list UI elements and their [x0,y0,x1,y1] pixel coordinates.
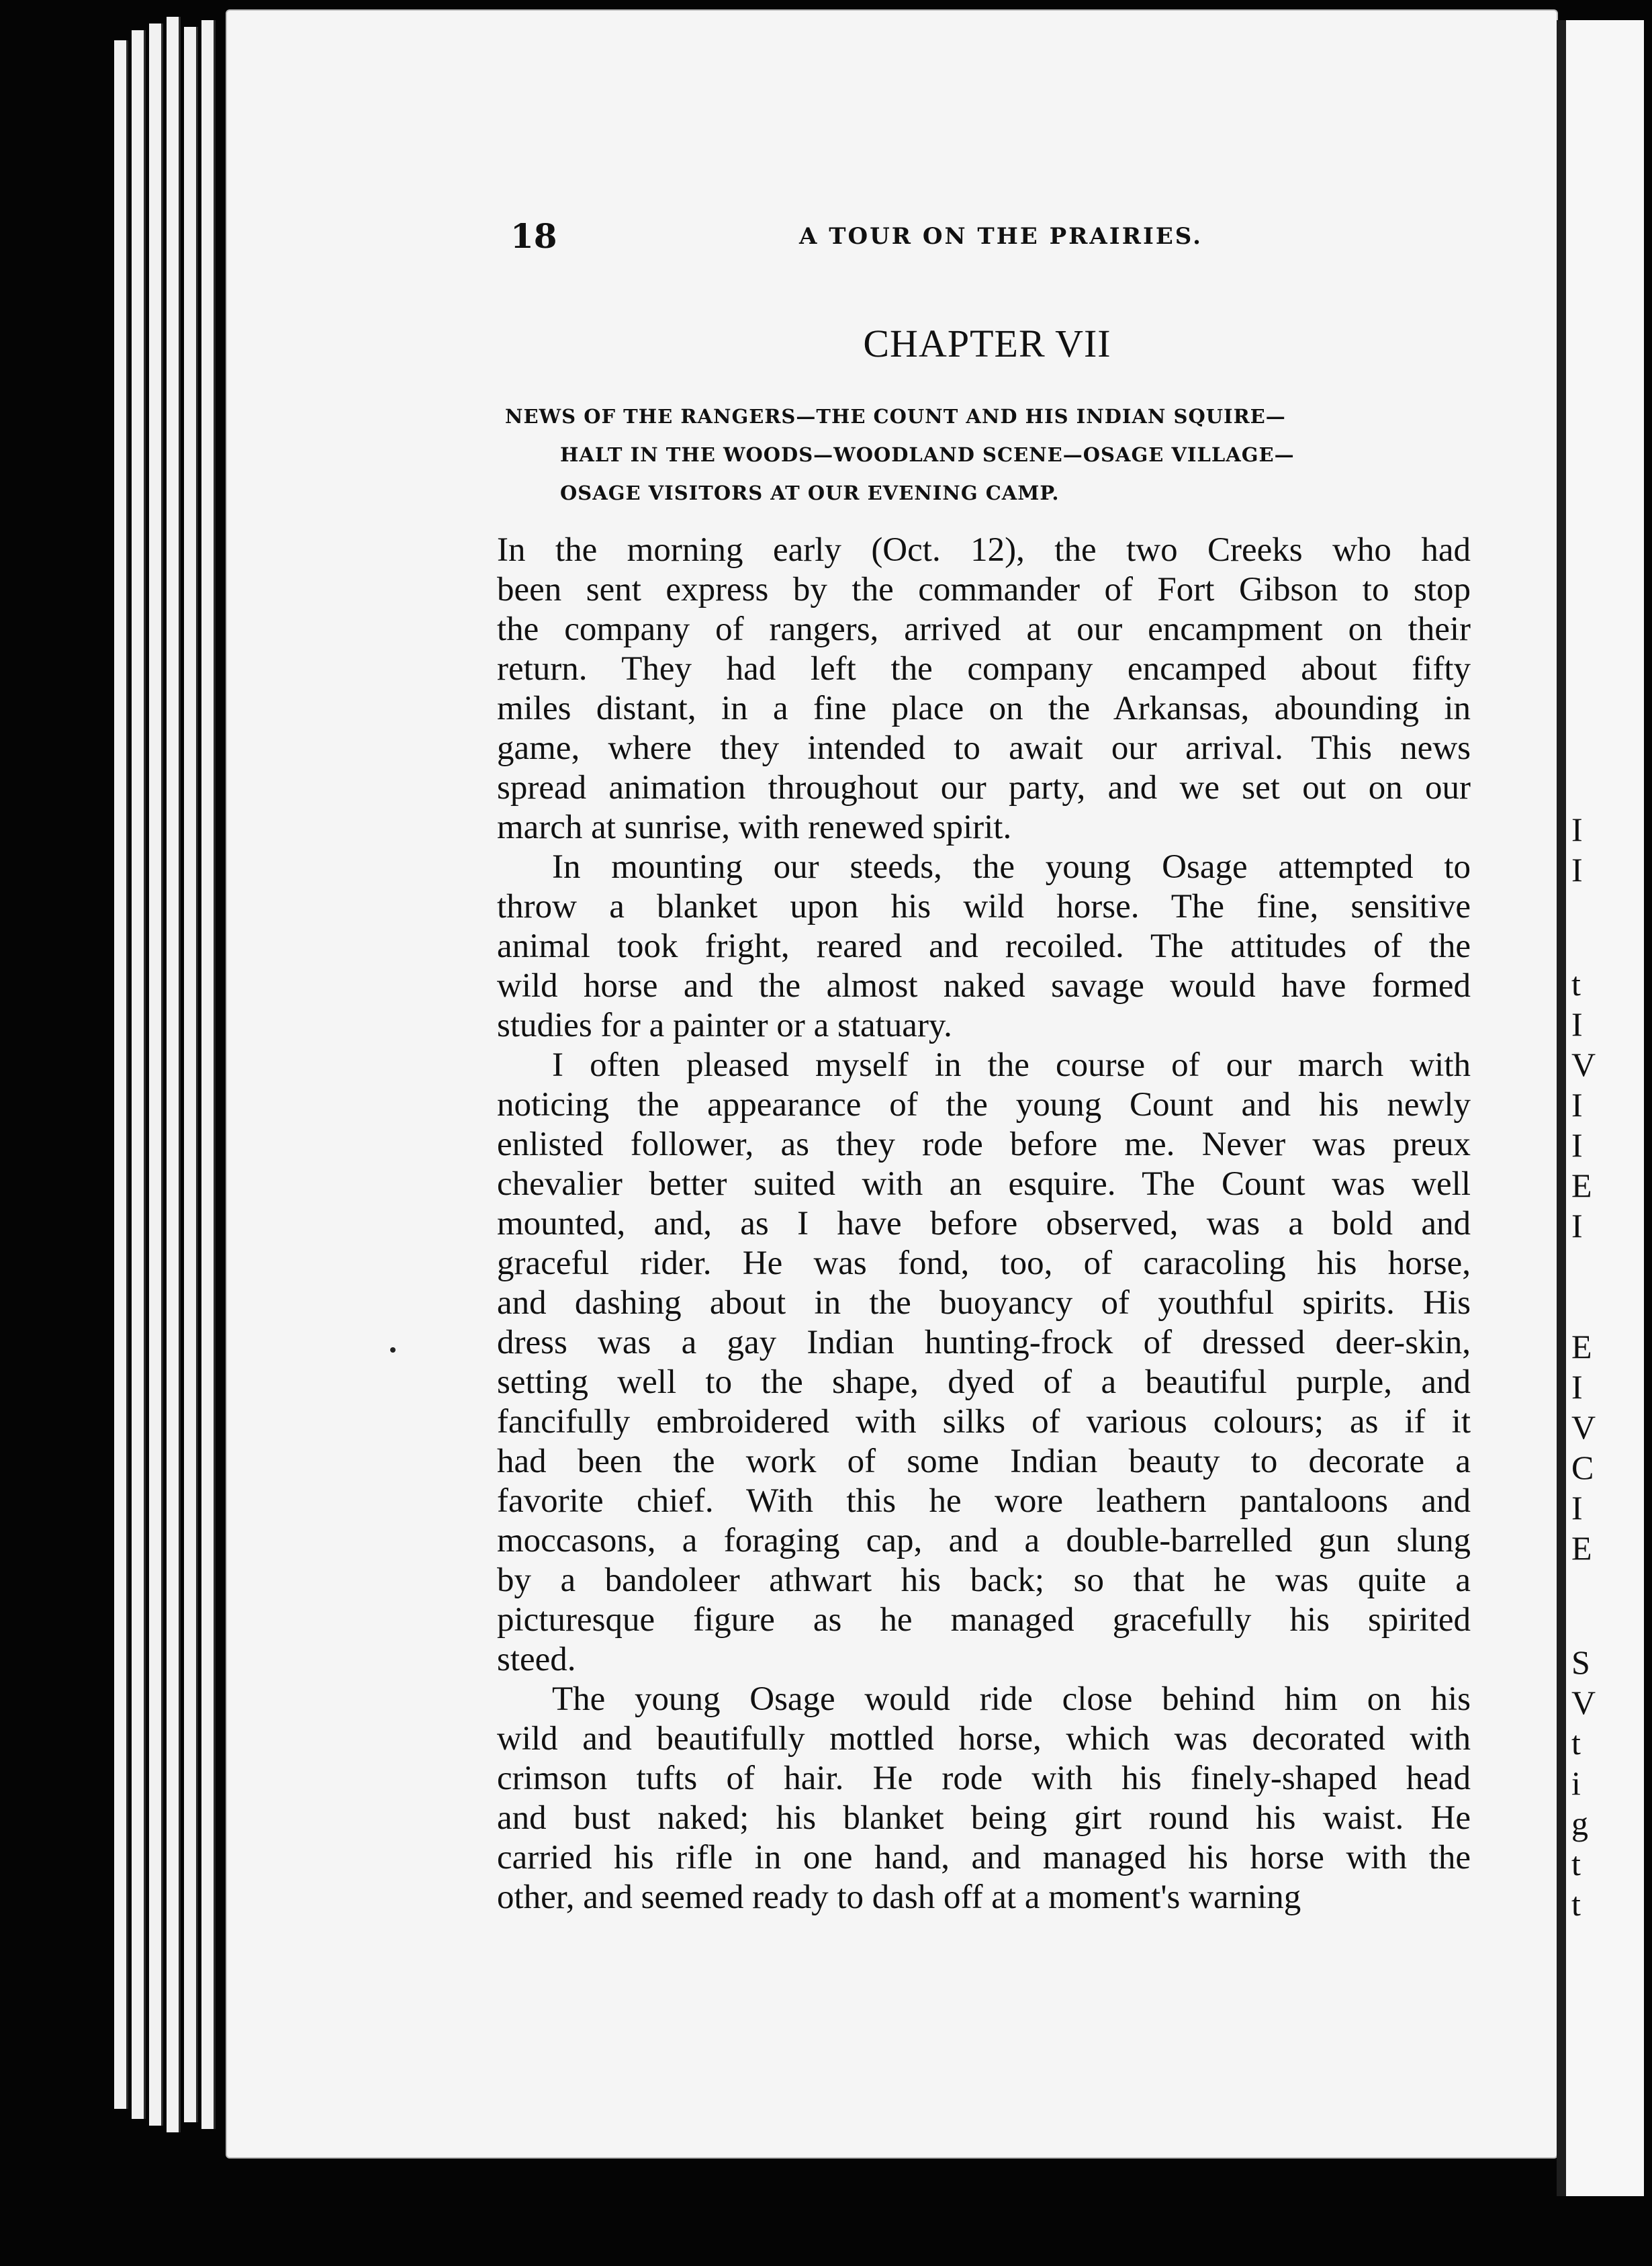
text-line: graceful rider. He was fond, too, of caracoling his horse, [497,1244,1471,1282]
facing-page-fragment: I [1571,1207,1583,1244]
text-line: been sent express by the commander of Fort Gibson to stop [497,571,1471,608]
text-line: other, and seemed ready to dash off at a moment's warning [497,1878,1301,1916]
chapter-title: CHAPTER VII [863,322,1111,365]
text-line: In the morning early (Oct. 12), the two Creeks who had [497,531,1471,569]
text-line: march at sunrise, with renewed spirit. [497,809,1012,846]
text-line: had been the work of some Indian beauty to decorate a [497,1443,1471,1480]
text-line: dress was a gay Indian hunting-frock of dressed deer-skin, [497,1324,1471,1361]
facing-page-fragment: t [1571,1845,1581,1883]
facing-page-fragment: C [1571,1449,1594,1486]
facing-page-fragment: i [1571,1764,1581,1802]
text-line: return. They had left the company encamped about fifty [497,650,1471,688]
page-header [510,216,1451,263]
text-line: crimson tufts of hair. He rode with his finely-shaped head [497,1760,1471,1797]
facing-page-fragment: g [1571,1805,1588,1842]
text-line: and dashing about in the buoyancy of youthful spirits. His [497,1284,1471,1322]
summary-line: OSAGE VISITORS AT OUR EVENING CAMP. [560,482,1060,504]
text-line: studies for a painter or a statuary. [497,1007,952,1044]
text-line: enlisted follower, as they rode before me. Never was preux [497,1126,1471,1163]
page-edge [149,24,163,2126]
facing-page-fragment: E [1571,1328,1592,1365]
facing-page-fragment: I [1571,851,1583,889]
text-line: game, where they intended to await our arrival. This news [497,729,1471,767]
page-edge [201,20,216,2129]
text-line: wild and beautifully mottled horse, which was decorated with [497,1720,1471,1758]
facing-page-fragment: t [1571,1885,1581,1923]
page-edge [167,17,181,2132]
facing-page-edge [1557,20,1644,2196]
facing-page-fragment: t [1571,965,1581,1003]
facing-page-fragment: E [1571,1529,1592,1567]
facing-page-fragment: I [1571,1005,1583,1043]
running-head: A TOUR ON THE PRAIRIES. [799,223,1203,250]
text-line: In mounting our steeds, the young Osage attempted to [552,848,1471,886]
facing-page-fragment: I [1571,1368,1583,1406]
facing-page-fragment: I [1571,1489,1583,1527]
text-line: steed. [497,1641,576,1678]
text-line: mounted, and, as I have before observed, was a bold and [497,1205,1471,1242]
facing-page-fragment: I [1571,1086,1583,1124]
text-line: animal took fright, reared and recoiled. The attitudes of the [497,927,1471,965]
text-line: by a bandoleer athwart his back; so that he was quite a [497,1561,1471,1599]
text-line: carried his rifle in one hand, and managed his horse with the [497,1839,1471,1876]
page-edge [184,27,198,2122]
text-line: chevalier better suited with an esquire. The Count was well [497,1165,1471,1203]
text-line: the company of rangers, arrived at our encampment on their [497,610,1471,648]
facing-page-fragment: t [1571,1724,1581,1762]
text-line: throw a blanket upon his wild horse. The fine, sensitive [497,888,1471,925]
text-line: moccasons, a foraging cap, and a double-barrelled gun slung [497,1522,1471,1559]
text-line: miles distant, in a fine place on the Arkansas, abounding in [497,690,1471,727]
text-line: and bust naked; his blanket being girt round his waist. He [497,1799,1471,1837]
text-line: I often pleased myself in the course of our march with [552,1046,1471,1084]
text-line: fancifully embroidered with silks of various colours; as if it [497,1403,1471,1441]
page-number: 18 [510,216,557,256]
facing-page-fragment: V [1571,1046,1596,1083]
ink-speck [390,1347,396,1353]
chapter-summary [505,398,1492,512]
facing-page-fragment: S [1571,1643,1590,1681]
text-line: setting well to the shape, dyed of a beautiful purple, and [497,1363,1471,1401]
text-line: noticing the appearance of the young Count and his newly [497,1086,1471,1124]
text-line: The young Osage would ride close behind him on his [552,1680,1471,1718]
body-text [497,531,1471,1917]
summary-line: HALT IN THE WOODS—WOODLAND SCENE—OSAGE VILLAGE— [560,443,1295,466]
facing-page-fragment: I [1571,1126,1583,1164]
page-edge [132,30,146,2119]
text-line: favorite chief. With this he wore leathern pantaloons and [497,1482,1471,1520]
facing-page-fragment: I [1571,811,1583,848]
text-line: wild horse and the almost naked savage would have formed [497,967,1471,1005]
page-edge [114,40,128,2109]
text-line: picturesque figure as he managed gracefully his spirited [497,1601,1471,1639]
facing-page-fragment: V [1571,1684,1596,1721]
facing-page-fragment: E [1571,1167,1592,1204]
summary-line: NEWS OF THE RANGERS—THE COUNT AND HIS INDIAN SQUIRE— [505,405,1286,428]
text-line: spread animation throughout our party, and we set out on our [497,769,1471,807]
facing-page-fragment: V [1571,1408,1596,1446]
